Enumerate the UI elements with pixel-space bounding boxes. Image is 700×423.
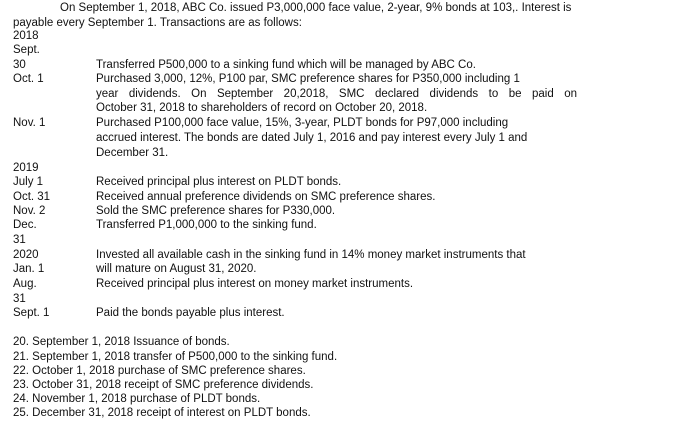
tx-pldt-purchase-line-1: Purchased P100,000 face value, 15%, 3-year, PLDT bonds for P97,000 including	[96, 117, 509, 129]
tx-pldt-principal: Received principal plus interest on PLDT bonds.	[96, 176, 342, 188]
date-oct1: Oct. 1	[13, 73, 44, 85]
date-sept-day: 30	[13, 59, 26, 71]
date-sept-label: Sept.	[13, 44, 40, 56]
year-2020-label: 2020	[13, 249, 39, 261]
question-24: 24. November 1, 2018 purchase of PLDT bonds.	[13, 393, 261, 405]
date-dec: Dec.	[13, 219, 37, 231]
tx-smc-purchase-line-1: Purchased 3,000, 12%, P100 par, SMC preference shares for P350,000 including 1	[96, 73, 520, 85]
date-july1: July 1	[13, 176, 44, 188]
tx-invest-line-2: will mature on August 31, 2020.	[96, 263, 257, 275]
tx-pldt-purchase-line-3: December 31.	[96, 147, 169, 159]
tx-smc-purchase-line-2: year dividends. On September 20,2018, SMC declared dividends to be paid on	[96, 88, 577, 100]
question-23: 23. October 31, 2018 receipt of SMC preference dividends.	[13, 379, 314, 391]
date-sept1: Sept. 1	[13, 307, 50, 319]
tx-invest-line-1: Invested all available cash in the sinking fund in 14% money market instruments that	[96, 249, 526, 261]
tx-sinking-fund-transfer: Transferred P500,000 to a sinking fund which will be managed by ABC Co.	[96, 59, 476, 71]
tx-pldt-purchase-line-2: accrued interest. The bonds are dated July 1, 2016 and pay interest every July 1 and	[96, 132, 528, 144]
intro-line-1: On September 1, 2018, ABC Co. issued P3,000,000 face value, 2-year, 9% bonds at 103,. Interest is	[60, 2, 572, 14]
question-20: 20. September 1, 2018 Issuance of bonds.	[13, 336, 230, 348]
year-2019-label: 2019	[13, 162, 39, 174]
tx-smc-purchase-line-3: October 31, 2018 to shareholders of record on October 20, 2018.	[96, 102, 428, 114]
question-22: 22. October 1, 2018 purchase of SMC preference shares.	[13, 365, 306, 377]
date-jan1: Jan. 1	[13, 263, 45, 275]
date-nov1: Nov. 1	[13, 117, 46, 129]
tx-bonds-paid: Paid the bonds payable plus interest.	[96, 307, 285, 319]
tx-money-market-receipt: Received principal plus interest on money market instruments.	[96, 278, 414, 290]
tx-smc-dividends: Received annual preference dividends on SMC preference shares.	[96, 191, 436, 203]
intro-line-2: payable every September 1. Transactions are as follows:	[13, 17, 302, 29]
tx-smc-sale: Sold the SMC preference shares for P330,000.	[96, 205, 336, 217]
date-nov2: Nov. 2	[13, 205, 46, 217]
date-aug: Aug.	[13, 278, 37, 290]
question-25: 25. December 31, 2018 receipt of interest on PLDT bonds.	[13, 407, 311, 419]
tx-sinking-fund-1m: Transferred P1,000,000 to the sinking fund.	[96, 219, 317, 231]
date-dec-day: 31	[13, 234, 26, 246]
date-oct31: Oct. 31	[13, 191, 51, 203]
year-2018-label: 2018	[13, 30, 39, 42]
question-21: 21. September 1, 2018 transfer of P500,000 to the sinking fund.	[13, 351, 338, 363]
date-aug-day: 31	[13, 293, 26, 305]
